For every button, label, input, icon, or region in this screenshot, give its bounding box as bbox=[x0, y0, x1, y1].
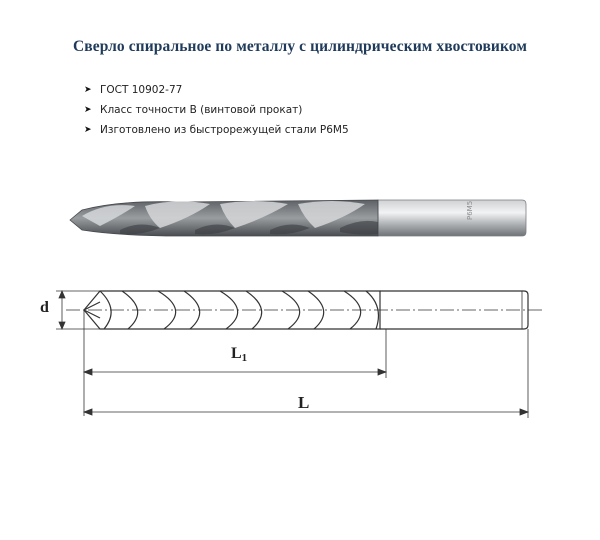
spec-item-accuracy bbox=[84, 100, 349, 120]
drill-photo bbox=[60, 186, 530, 256]
page-title: Сверло спиральное по металлу с цилиндрическим хвостовиком bbox=[73, 38, 527, 55]
spec-item-material bbox=[84, 120, 349, 140]
diameter-label: d bbox=[40, 299, 49, 316]
spec-item-standard bbox=[84, 80, 349, 100]
arrow-right-icon: ➤ bbox=[84, 85, 92, 95]
spec-text: ГОСТ 10902-77 bbox=[100, 84, 183, 96]
working-length-label: $L_1$ bbox=[231, 345, 248, 364]
arrow-right-icon: ➤ bbox=[84, 105, 92, 115]
svg-text:P6M5: P6M5 bbox=[466, 200, 474, 220]
spec-text: Изготовлено из быстрорежущей стали Р6М5 bbox=[100, 124, 349, 136]
spec-text: Класс точности В (винтовой прокат) bbox=[100, 104, 303, 116]
total-length-label: L bbox=[298, 393, 310, 412]
spec-list bbox=[84, 80, 349, 140]
arrow-right-icon: ➤ bbox=[84, 125, 92, 135]
